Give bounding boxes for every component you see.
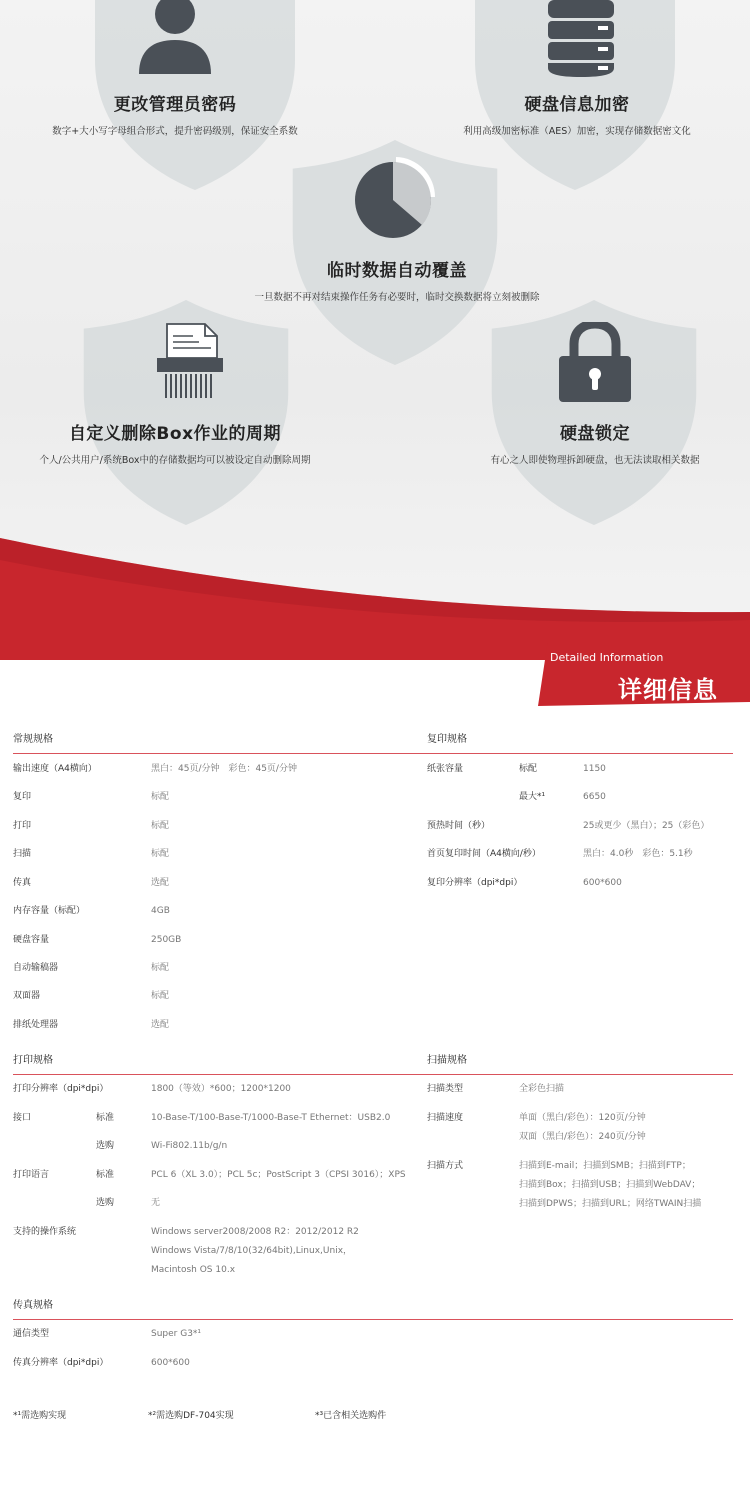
spec-label: 通信类型 bbox=[13, 1329, 50, 1339]
spec-value: 扫描到E-mail；扫描到SMB；扫描到FTP； bbox=[519, 1161, 691, 1171]
feature-desc: 有心之人即使物理拆卸硬盘，也无法读取相关数据 bbox=[490, 455, 700, 466]
feature-box-delete-cycle bbox=[15, 419, 335, 466]
spec-value: 无 bbox=[151, 1198, 161, 1208]
spec-label: 排纸处理器 bbox=[13, 1020, 59, 1030]
spec-value: 扫描到Box；扫描到USB；扫描到WebDAV； bbox=[519, 1180, 701, 1190]
scan-specs-title: 扫描规格 bbox=[427, 1055, 467, 1066]
fax-specs-title: 传真规格 bbox=[13, 1300, 53, 1311]
spec-sublabel: 最大*¹ bbox=[519, 792, 546, 802]
spec-value: 扫描到DPWS；扫描到URL；网络TWAIN扫描 bbox=[519, 1199, 702, 1209]
spec-label: 预热时间（秒） bbox=[427, 821, 491, 831]
spec-value: 标配 bbox=[151, 792, 170, 802]
spec-value: Macintosh OS 10.x bbox=[151, 1265, 236, 1275]
spec-value: 1150 bbox=[583, 764, 606, 774]
feature-admin-password bbox=[25, 90, 325, 137]
feature-title: 硬盘信息加密 bbox=[524, 95, 630, 115]
spec-value: 选配 bbox=[151, 1020, 170, 1030]
spec-label: 打印分辨率（dpi*dpi） bbox=[13, 1084, 109, 1094]
copy-specs-title: 复印规格 bbox=[427, 734, 467, 745]
feature-title: 自定义删除Box作业的周期 bbox=[68, 424, 282, 444]
spec-value: 黑白：45页/分钟 彩色：45页/分钟 bbox=[151, 764, 297, 774]
feature-title: 硬盘锁定 bbox=[560, 424, 630, 444]
section-divider bbox=[13, 753, 733, 754]
spec-value: 6650 bbox=[583, 792, 606, 802]
spec-value: Windows server2008/2008 R2：2012/2012 R2 bbox=[151, 1227, 359, 1237]
spec-label: 自动输稿器 bbox=[13, 963, 59, 973]
spec-value: Windows Vista/7/8/10(32/64bit),Linux,Unix， bbox=[151, 1246, 353, 1256]
spec-value: 250GB bbox=[151, 935, 182, 945]
print-specs-title: 打印规格 bbox=[13, 1055, 53, 1066]
spec-sublabel: 标准 bbox=[96, 1170, 115, 1180]
spec-label: 内存容量（标配） bbox=[13, 906, 86, 916]
general-specs-title: 常规规格 bbox=[13, 734, 53, 745]
spec-value: 600*600 bbox=[151, 1358, 190, 1368]
lock-icon bbox=[557, 322, 633, 404]
detail-title-cn: 详细信息 bbox=[618, 676, 718, 704]
spec-value: 标配 bbox=[151, 849, 170, 859]
spec-label: 复印 bbox=[13, 792, 32, 802]
spec-value: 选配 bbox=[151, 878, 170, 888]
spec-value: Wi-Fi802.11b/g/n bbox=[151, 1141, 228, 1151]
spec-label: 双面器 bbox=[13, 991, 41, 1001]
spec-label: 传真分辨率（dpi*dpi） bbox=[13, 1358, 109, 1368]
feature-desc: 一旦数据不再对结束操作任务有必要时，临时交换数据将立刻被删除 bbox=[254, 292, 540, 303]
spec-value: 黑白：4.0秒 彩色：5.1秒 bbox=[583, 849, 693, 859]
database-icon bbox=[546, 0, 616, 78]
spec-value: PCL 6（XL 3.0）；PCL 5c；PostScript 3（CPSI 3016）；XPS bbox=[151, 1170, 406, 1180]
footnote: *¹需选购实现 bbox=[13, 1411, 67, 1421]
feature-title: 临时数据自动覆盖 bbox=[327, 261, 467, 281]
spec-label: 扫描方式 bbox=[427, 1161, 464, 1171]
spec-sublabel: 选购 bbox=[96, 1141, 115, 1151]
shredder-icon bbox=[155, 322, 225, 402]
feature-desc: 个人/公共用户/系统Box中的存储数据均可以被设定自动删除周期 bbox=[39, 455, 311, 466]
spec-value: 1800（等效）*600；1200*1200 bbox=[151, 1084, 291, 1094]
feature-disk-encryption bbox=[427, 90, 727, 137]
spec-value: 4GB bbox=[151, 906, 170, 916]
section-divider bbox=[13, 1074, 733, 1075]
spec-value: 全彩色扫描 bbox=[519, 1084, 565, 1094]
section-divider bbox=[13, 1319, 733, 1320]
user-icon bbox=[135, 0, 215, 78]
spec-value: 单面（黑白/彩色）：120页/分钟 bbox=[519, 1113, 646, 1123]
spec-label: 打印语言 bbox=[13, 1170, 50, 1180]
spec-label: 接口 bbox=[13, 1113, 32, 1123]
pie-icon bbox=[352, 155, 438, 241]
spec-sublabel: 标配 bbox=[519, 764, 538, 774]
spec-value: 10-Base-T/100-Base-T/1000-Base-T Ethernet：USB2.0 bbox=[151, 1113, 391, 1123]
spec-label: 纸张容量 bbox=[427, 764, 464, 774]
footnote: *²需选购DF-704实现 bbox=[148, 1411, 234, 1421]
feature-desc: 利用高级加密标准（AES）加密，实现存储数据密文化 bbox=[463, 126, 691, 137]
detail-title-en: Detailed Information bbox=[550, 651, 664, 664]
spec-value: 双面（黑白/彩色）：240页/分钟 bbox=[519, 1132, 646, 1142]
spec-sublabel: 选购 bbox=[96, 1198, 115, 1208]
spec-sublabel: 标准 bbox=[96, 1113, 115, 1123]
spec-label: 支持的操作系统 bbox=[13, 1227, 77, 1237]
spec-value: 标配 bbox=[151, 991, 170, 1001]
spec-value: 600*600 bbox=[583, 878, 622, 888]
feature-temp-overwrite bbox=[197, 256, 597, 303]
spec-label: 硬盘容量 bbox=[13, 935, 50, 945]
spec-label: 打印 bbox=[13, 821, 32, 831]
spec-label: 扫描速度 bbox=[427, 1113, 464, 1123]
feature-title: 更改管理员密码 bbox=[113, 95, 237, 115]
footnote: *³已含相关选购件 bbox=[315, 1411, 387, 1421]
spec-label: 传真 bbox=[13, 878, 32, 888]
spec-value: Super G3*¹ bbox=[151, 1329, 202, 1339]
red-band-decoration bbox=[0, 520, 750, 660]
spec-label: 首页复印时间（A4横向/秒） bbox=[427, 849, 541, 859]
feature-disk-lock bbox=[445, 419, 745, 466]
spec-value: 标配 bbox=[151, 821, 170, 831]
spec-value: 25或更少（黑白）；25（彩色） bbox=[583, 821, 710, 831]
spec-label: 输出速度（A4横向） bbox=[13, 764, 97, 774]
security-features-section bbox=[0, 0, 750, 660]
feature-desc: 数字+大小写字母组合形式，提升密码级别，保证安全系数 bbox=[52, 126, 298, 137]
spec-value: 标配 bbox=[151, 963, 170, 973]
spec-label: 扫描类型 bbox=[427, 1084, 464, 1094]
spec-label: 扫描 bbox=[13, 849, 32, 859]
spec-label: 复印分辨率（dpi*dpi） bbox=[427, 878, 523, 888]
